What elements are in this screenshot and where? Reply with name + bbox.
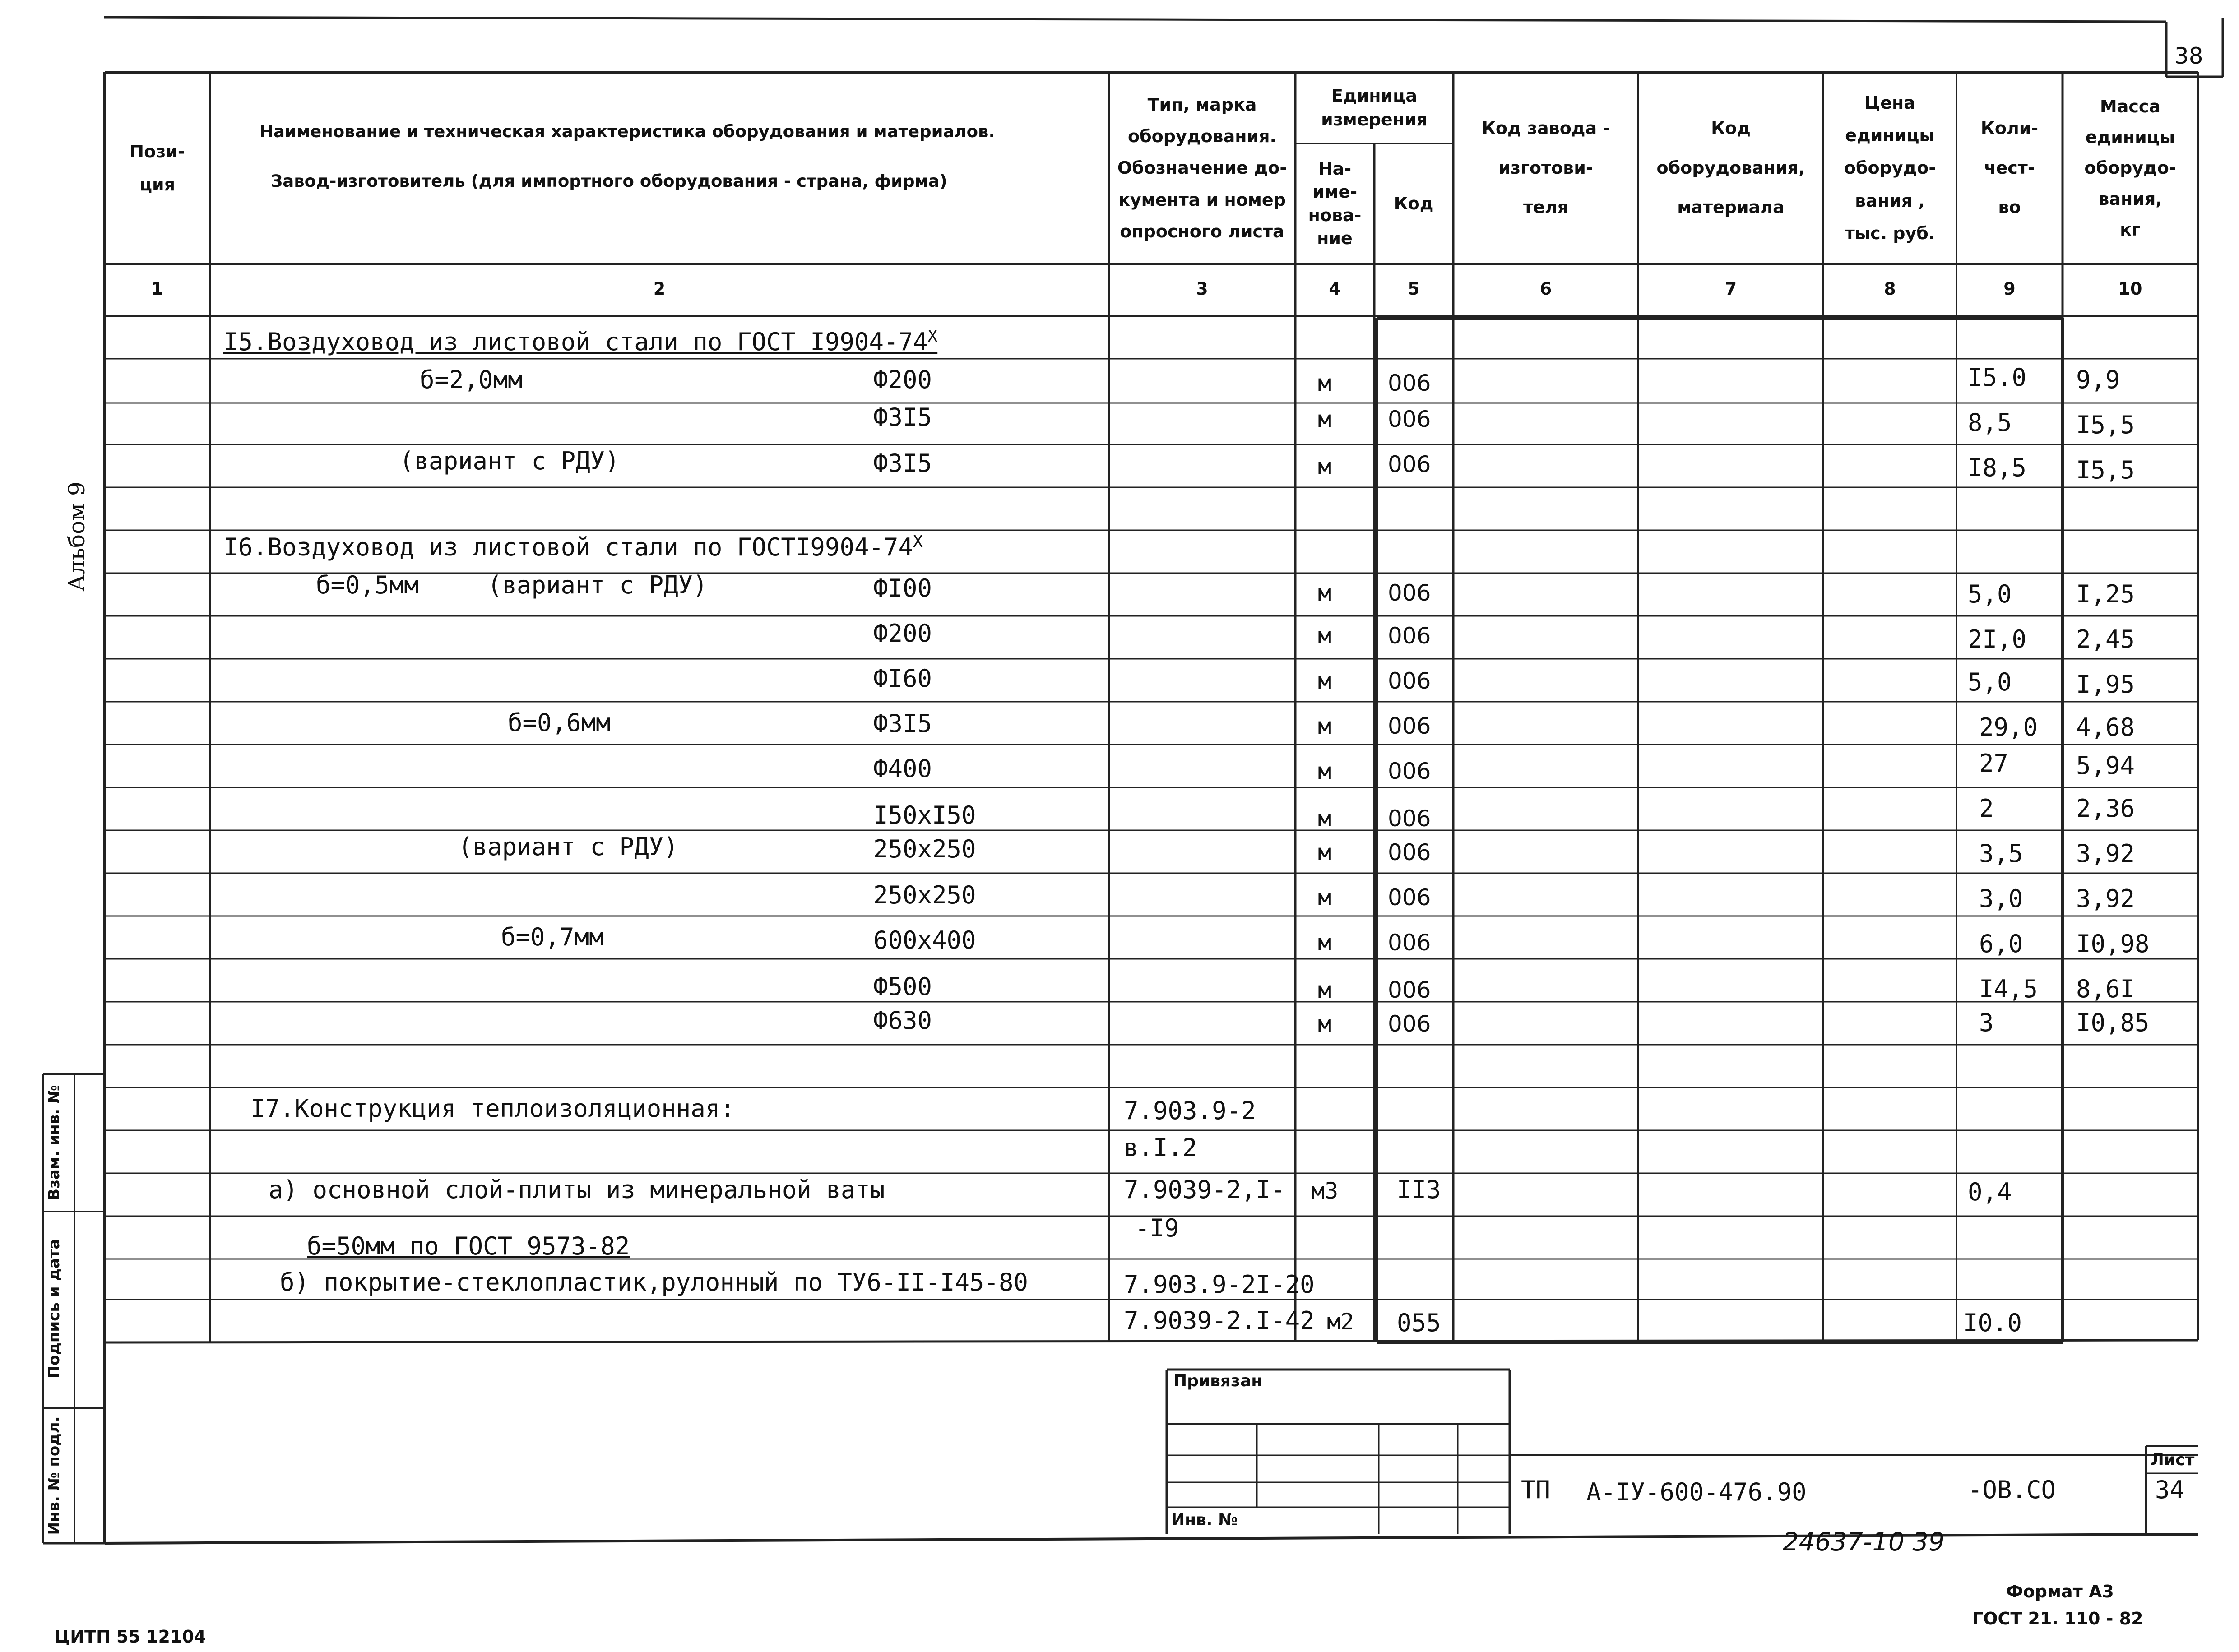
- row-quantity: 3,5: [1979, 839, 2023, 868]
- row-quantity: 2I,0: [1968, 625, 2027, 653]
- row-document: 7.9039-2,I-: [1124, 1175, 1285, 1204]
- column-number: 4: [1329, 279, 1341, 299]
- row-name: б=0,6мм: [508, 708, 611, 737]
- row-unit: м: [1318, 713, 1332, 739]
- row-code: 006: [1388, 930, 1431, 956]
- row-quantity: 29,0: [1979, 713, 2038, 741]
- row-quantity: 2: [1979, 794, 1994, 823]
- row-quantity: 0,4: [1968, 1178, 2012, 1206]
- row-name: I5.Воздуховод из листовой стали по ГОСТ $I9904-74^X$: [223, 327, 938, 356]
- page-number: 38: [2174, 43, 2203, 69]
- row-unit: м: [1318, 370, 1332, 396]
- row-mass: I0,85: [2076, 1009, 2150, 1037]
- row-quantity: 6,0: [1979, 930, 2023, 958]
- row-mass: 4,68: [2076, 713, 2135, 741]
- format-label: Формат А3: [2006, 1582, 2114, 1601]
- document-type: ТП: [1521, 1476, 1551, 1504]
- header-quantity: Коли- чест- во: [1980, 118, 2039, 217]
- row-name: б=2,0мм: [420, 366, 523, 394]
- row-quantity: 8,5: [1968, 408, 2012, 437]
- row-size: Ф3I5: [873, 449, 932, 477]
- row-code: 006: [1388, 406, 1431, 432]
- row-code: II3: [1397, 1175, 1441, 1204]
- row-unit: м: [1318, 977, 1332, 1003]
- column-number: 8: [1884, 279, 1896, 299]
- row-document: 7.9039-2.I-42: [1124, 1306, 1315, 1335]
- header-name-line2: Завод-изготовитель (для импортного оборудования - страна, фирма): [271, 171, 947, 191]
- header-unit-code: Код: [1394, 194, 1434, 214]
- header-unit-price: Цена единицы оборудо- вания , тыс. руб.: [1844, 93, 1936, 243]
- row-code: 006: [1388, 713, 1431, 739]
- row-size: 600x400: [873, 926, 976, 954]
- header-name-line1: Наименование и техническая характеристика оборудования и материалов.: [260, 122, 995, 141]
- row-size: 250x250: [873, 881, 976, 909]
- row-size: I50xI50: [873, 801, 976, 829]
- row-code: 006: [1388, 451, 1431, 477]
- document-code: А-IУ-600-476.90: [1586, 1478, 1807, 1506]
- header-position: Пози- ция: [130, 142, 185, 194]
- header-equipment-code: Код оборудования, материала: [1656, 118, 1805, 217]
- row-document: -I9: [1135, 1214, 1179, 1242]
- row-unit: м: [1318, 758, 1332, 784]
- row-unit: м: [1318, 580, 1332, 606]
- row-document: 7.903.9-2I-20: [1124, 1270, 1315, 1299]
- stamp-replacement-inventory: Взам. инв. №: [45, 1085, 63, 1200]
- column-number: 6: [1539, 279, 1552, 299]
- row-mass: 9,9: [2076, 366, 2120, 394]
- row-mass: I,95: [2076, 670, 2135, 699]
- row-name: (вариант с РДУ): [458, 833, 678, 861]
- column-number: 10: [2118, 279, 2142, 299]
- sheet-number: 34: [2155, 1476, 2185, 1504]
- header-type: Тип, марка оборудования. Обозначение до- кумента и номер опросного листа: [1117, 94, 1287, 241]
- row-mass: 3,92: [2076, 884, 2135, 913]
- row-document: 7.903.9-2: [1124, 1097, 1256, 1125]
- row-size: Ф3I5: [873, 709, 932, 738]
- row-quantity: 5,0: [1968, 668, 2012, 696]
- row-unit: м: [1318, 884, 1332, 911]
- row-code: 006: [1388, 623, 1431, 649]
- row-name: а) основной слой-плиты из минеральной ваты: [269, 1175, 885, 1204]
- row-name: I7.Конструкция теплоизоляционная:: [250, 1094, 735, 1123]
- row-size: ФI00: [873, 574, 932, 602]
- album-label: Альбом 9: [64, 481, 90, 592]
- row-unit: м: [1318, 668, 1332, 694]
- row-name: б) покрытие-стеклопластик,рулонный по ТУ6-II-I45-80: [280, 1268, 1029, 1296]
- column-number: 7: [1724, 279, 1737, 299]
- row-mass: 8,6I: [2076, 975, 2135, 1003]
- inventory-number-label: Инв. №: [1171, 1511, 1238, 1529]
- row-unit: м3: [1311, 1178, 1339, 1204]
- row-unit: м: [1318, 805, 1332, 832]
- row-quantity: 3,0: [1979, 884, 2023, 913]
- row-unit: м: [1318, 453, 1332, 480]
- row-code: 006: [1388, 805, 1431, 832]
- row-name: I6.Воздуховод из листовой стали по $ГОСТI9904-74^X$: [223, 532, 923, 561]
- row-code: 006: [1388, 884, 1431, 911]
- row-mass: I5,5: [2076, 456, 2135, 484]
- row-name: (вариант с РДУ): [399, 447, 620, 475]
- row-name-note: (вариант с РДУ): [487, 571, 708, 599]
- row-unit: м: [1318, 839, 1332, 865]
- header-unit-name: На- име- нова- ние: [1308, 158, 1362, 248]
- row-quantity: I0.0: [1963, 1309, 2022, 1337]
- row-size: Ф400: [873, 754, 932, 783]
- row-size: Ф500: [873, 972, 932, 1001]
- row-code: 006: [1388, 758, 1431, 784]
- gost-label: ГОСТ 21. 110 - 82: [1972, 1609, 2143, 1629]
- column-number: 9: [2003, 279, 2016, 299]
- row-size: Ф200: [873, 619, 932, 648]
- row-code: 006: [1388, 839, 1431, 865]
- citp-label: ЦИТП 55 12104: [54, 1627, 206, 1647]
- row-code: 006: [1388, 977, 1431, 1003]
- row-quantity: 3: [1979, 1009, 1994, 1037]
- row-code: 006: [1388, 1011, 1431, 1037]
- row-size: Ф3I5: [873, 403, 932, 431]
- row-mass: 3,92: [2076, 839, 2135, 868]
- row-size: Ф630: [873, 1006, 932, 1035]
- row-quantity: I8,5: [1968, 453, 2027, 482]
- row-mass: 5,94: [2076, 751, 2135, 780]
- row-quantity: 27: [1979, 749, 2009, 777]
- row-unit: м: [1318, 623, 1332, 649]
- row-quantity: 5,0: [1968, 580, 2012, 608]
- column-number: 1: [151, 279, 163, 299]
- stamp-original-inventory: Инв. № подл.: [45, 1416, 63, 1535]
- row-mass: I0,98: [2076, 930, 2150, 958]
- row-name: б=0,5мм: [316, 571, 419, 599]
- row-document: в.I.2: [1124, 1134, 1197, 1162]
- column-number: 5: [1408, 279, 1420, 299]
- sheet-label: Лист: [2151, 1451, 2195, 1469]
- header-plant-code: Код завода - изготови- теля: [1481, 118, 1610, 217]
- row-unit: м: [1318, 1011, 1332, 1037]
- row-code: 006: [1388, 370, 1431, 396]
- row-mass: I5,5: [2076, 411, 2135, 439]
- row-code: 006: [1388, 668, 1431, 694]
- row-size: ФI60: [873, 664, 932, 693]
- document-suffix: -ОВ.СО: [1968, 1476, 2056, 1504]
- row-quantity: I5.0: [1968, 363, 2027, 392]
- row-size: 250x250: [873, 835, 976, 863]
- row-name: б=50мм по ГОСТ 9573-82: [307, 1232, 630, 1260]
- row-unit: м: [1318, 406, 1332, 432]
- row-unit: м2: [1327, 1309, 1354, 1335]
- archive-number: 24637-10 39: [1783, 1527, 1945, 1557]
- row-mass: 2,45: [2076, 625, 2135, 653]
- row-mass: 2,36: [2076, 794, 2135, 823]
- row-unit: м: [1318, 930, 1332, 956]
- stamp-signature-date: Подпись и дата: [45, 1239, 63, 1379]
- row-name: б=0,7мм: [501, 923, 604, 951]
- row-code: 006: [1388, 580, 1431, 606]
- header-unit-mass: Масса единицы оборудо- вания, кг: [2084, 96, 2176, 240]
- row-code: 055: [1397, 1309, 1441, 1337]
- column-number: 2: [653, 279, 666, 299]
- column-number: 3: [1196, 279, 1208, 299]
- row-quantity: I4,5: [1979, 975, 2038, 1003]
- row-size: Ф200: [873, 366, 932, 394]
- attached-label: Привязан: [1173, 1372, 1263, 1390]
- row-mass: I,25: [2076, 580, 2135, 608]
- header-unit-group: Единица измерения: [1321, 85, 1428, 130]
